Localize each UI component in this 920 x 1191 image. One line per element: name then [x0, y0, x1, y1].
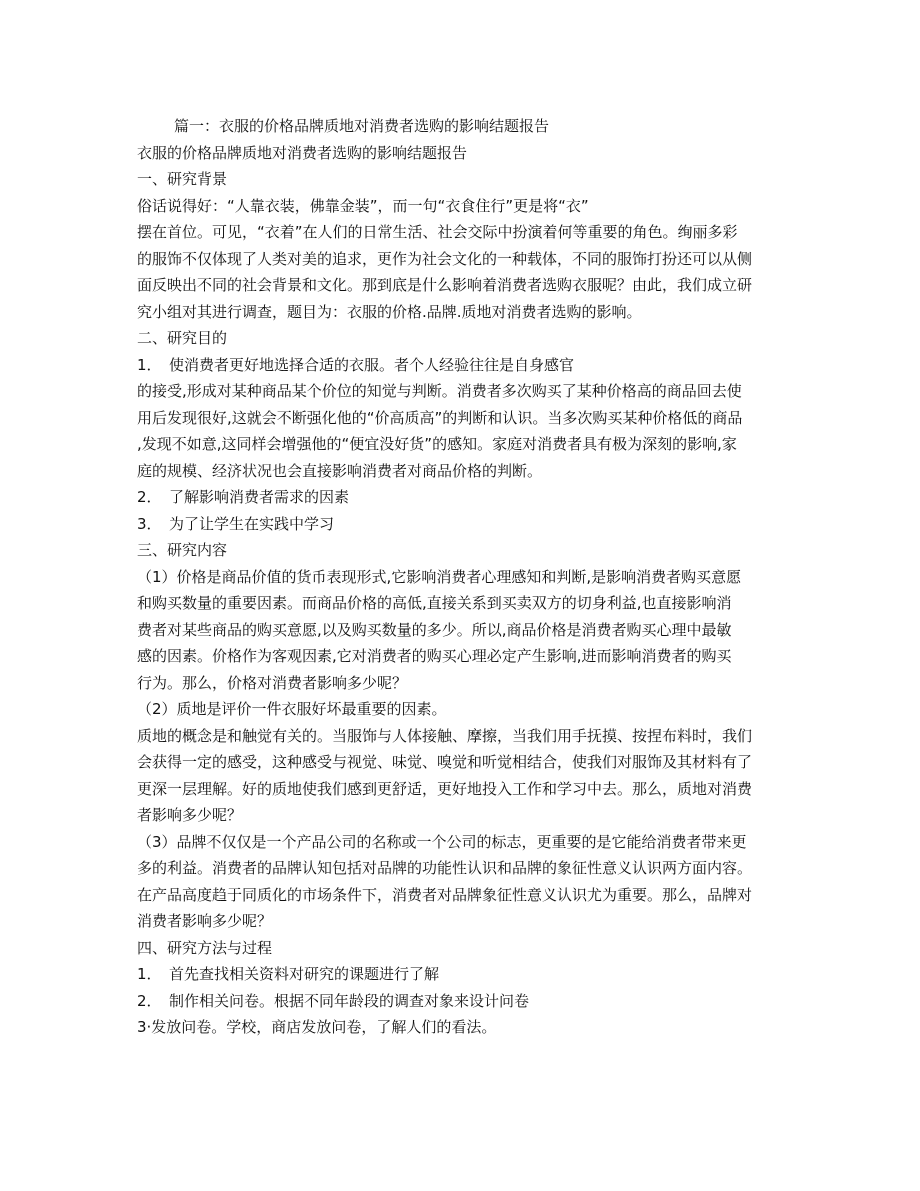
text-line: 摆在首位。可见，“衣着”在人们的日常生活、社会交际中扮演着何等重要的角色。绚丽多彩 [137, 223, 738, 241]
text-line: 衣服的价格品牌质地对消费者选购的影响结题报告 [137, 143, 468, 162]
text-line: 1． 使消费者更好地选择合适的衣服。者个人经验往往是自身感官 [137, 355, 575, 374]
text-line: 俗话说得好：“人靠衣装，佛靠金装”，而一句“衣食住行”更是将“衣” [137, 196, 589, 215]
text-line: （1）价格是商品价值的货币表现形式,它影响消费者心理感知和判断,是影响消费者购买意愿 [137, 567, 742, 586]
text-line: 的服饰不仅体现了人类对美的追求，更作为社会文化的一种载体，不同的服饰打扮还可以从侧 [137, 249, 753, 268]
text-line: ,发现不如意,这同样会增强他的“便宜没好货”的感知。家庭对消费者具有极为深刻的影响,家 [137, 435, 737, 453]
text-line: 消费者影响多少呢？ [137, 912, 273, 930]
text-line: 用后发现很好,这就会不断强化他的“价高质高”的判断和认识。当多次购买某种价格低的商品 [137, 408, 743, 427]
text-line: 多的利益。消费者的品牌认知包括对品牌的功能性认识和品牌的象征性意义认识两方面内容。 [137, 859, 753, 877]
text-line: 面反映出不同的社会背景和文化。那到底是什么影响着消费者选购衣服呢？由此，我们成立研 [137, 276, 753, 294]
text-line: 3·发放问卷。学校，商店发放问卷，了解人们的看法。 [137, 1018, 497, 1036]
document-body [137, 113, 817, 1041]
text-line: 会获得一定的感受，这种感受与视觉、味觉、嗅觉和听觉相结合，使我们对服饰及其材料有了 [137, 753, 753, 771]
text-line: （3）品牌不仅仅是一个产品公司的名称或一个公司的标志，更重要的是它能给消费者带来更 [137, 832, 747, 851]
text-line: 二、研究目的 [137, 329, 228, 347]
text-line: 三、研究内容 [137, 541, 228, 559]
text-line: 行为。那么，价格对消费者影响多少呢？ [137, 673, 408, 692]
text-line: 究小组对其进行调查，题目为：衣服的价格.品牌.质地对消费者选购的影响。 [137, 302, 642, 321]
text-line: 四、研究方法与过程 [137, 938, 273, 957]
text-line: 感的因素。价格作为客观因素,它对消费者的购买心理必定产生影响,进而影响消费者的购买 [137, 647, 732, 665]
text-line: 2． 了解影响消费者需求的因素 [137, 488, 350, 506]
text-line: 更深一层理解。好的质地使我们感到更舒适，更好地投入工作和学习中去。那么，质地对消费 [137, 779, 753, 798]
text-line: 3． 为了让学生在实践中学习 [137, 514, 335, 533]
text-line: 2． 制作相关问卷。根据不同年龄段的调查对象来设计问卷 [137, 991, 530, 1010]
text-line: 者影响多少呢？ [137, 806, 243, 824]
text-line: 质地的概念是和触觉有关的。当服饰与人体接触、摩擦，当我们用手抚摸、按捏布料时，我们 [137, 726, 753, 745]
text-line: 的接受,形成对某种商品某个价位的知觉与判断。消费者多次购买了某种价格高的商品回去使 [137, 382, 742, 400]
document-title: 篇一：衣服的价格品牌质地对消费者选购的影响结题报告 [174, 117, 550, 135]
text-line: 和购买数量的重要因素。而商品价格的高低,直接关系到买卖双方的切身利益,也直接影响消 [137, 594, 732, 612]
text-line: 在产品高度趋于同质化的市场条件下，消费者对品牌象征性意义认识尤为重要。那么，品牌对 [137, 885, 753, 904]
text-line: （2）质地是评价一件衣服好坏最重要的因素。 [137, 700, 447, 718]
text-line: 庭的规模、经济状况也会直接影响消费者对商品价格的判断。 [137, 461, 543, 480]
text-line: 费者对某些商品的购买意愿,以及购买数量的多少。所以,商品价格是消费者购买心理中最敏 [137, 620, 732, 639]
text-line: 1． 首先查找相关资料对研究的课题进行了解 [137, 965, 440, 983]
text-line: 一、研究背景 [137, 170, 228, 188]
